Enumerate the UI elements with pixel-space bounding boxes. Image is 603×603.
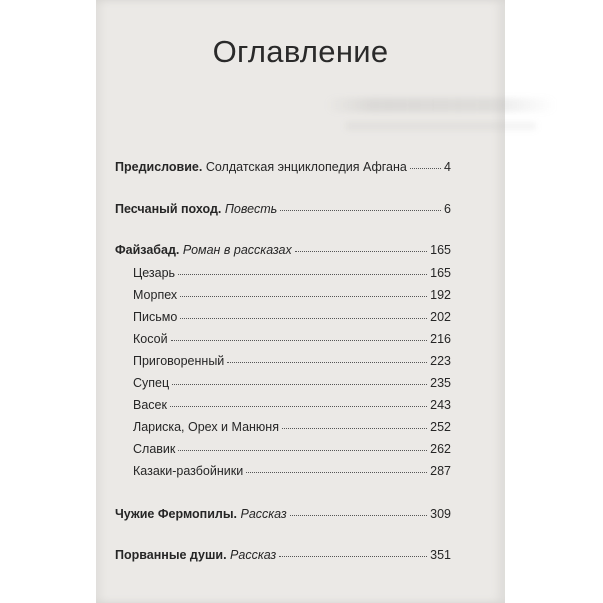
toc-subentry-title: Приговоренный xyxy=(133,354,225,368)
toc-subentry xyxy=(133,396,451,413)
toc-entry-genre: Повесть xyxy=(224,202,278,216)
dot-leader xyxy=(170,394,427,407)
page-number: 4 xyxy=(444,160,451,174)
toc-subentry xyxy=(133,352,451,369)
toc-entry-sand-march xyxy=(115,200,451,217)
toc-subentry xyxy=(133,374,451,391)
page-number: 243 xyxy=(430,398,451,412)
page-number: 165 xyxy=(430,243,451,257)
toc-entry-title: Файзабад. xyxy=(115,243,180,257)
dot-leader xyxy=(410,156,441,169)
dot-leader xyxy=(295,239,427,252)
page-number: 287 xyxy=(430,464,451,478)
page-number: 216 xyxy=(430,332,451,346)
toc-entry-title: Чужие Фермопилы. xyxy=(115,507,237,521)
dot-leader xyxy=(246,460,427,473)
book-page xyxy=(96,0,505,603)
dot-leader xyxy=(171,328,428,341)
toc-entry-genre: Рассказ xyxy=(240,507,287,521)
toc-subentry xyxy=(133,286,451,303)
toc-subentry-title: Васек xyxy=(133,398,167,412)
toc-entry-title: Предисловие. xyxy=(115,160,203,174)
toc-subentry xyxy=(133,462,451,479)
toc-subentry xyxy=(133,418,451,435)
toc-entry-genre: Роман в рассказах xyxy=(182,243,292,257)
dot-leader xyxy=(172,372,427,385)
toc-subentry-title: Цезарь xyxy=(133,266,176,280)
page-number: 262 xyxy=(430,442,451,456)
dot-leader xyxy=(279,544,427,557)
toc-entry-preface xyxy=(115,158,451,175)
page-number: 6 xyxy=(444,202,451,216)
toc-subentry-title: Письмо xyxy=(133,310,178,324)
dot-leader xyxy=(178,438,427,451)
toc-entry-thermopylae xyxy=(115,505,451,522)
page-number: 309 xyxy=(430,507,451,521)
dot-leader xyxy=(180,284,427,297)
toc-entry-title: Порванные души. xyxy=(115,548,227,562)
dot-leader xyxy=(282,416,427,429)
toc-subentry-title: Казаки-разбойники xyxy=(133,464,244,478)
toc-subentry-title: Супец xyxy=(133,376,170,390)
toc-entry-subtitle: Солдатская энциклопедия Афгана xyxy=(205,160,407,174)
dot-leader xyxy=(227,350,427,363)
page-number: 223 xyxy=(430,354,451,368)
page-number: 202 xyxy=(430,310,451,324)
page-title: Оглавление xyxy=(212,34,389,69)
toc-entry-faizabad xyxy=(115,241,451,258)
toc-entry-genre: Рассказ xyxy=(230,548,277,562)
toc-entry-title: Песчаный поход. xyxy=(115,202,222,216)
toc-subentry-title: Косой xyxy=(133,332,168,346)
toc-subentry-title: Славик xyxy=(133,442,176,456)
toc-subentry xyxy=(133,330,451,347)
toc-subentry xyxy=(133,440,451,457)
dot-leader xyxy=(290,503,427,516)
dot-leader xyxy=(180,306,427,319)
page-number: 165 xyxy=(430,266,451,280)
toc-subentry xyxy=(133,308,451,325)
toc-entry-torn-souls xyxy=(115,546,451,563)
page-number: 252 xyxy=(430,420,451,434)
toc-subentry xyxy=(133,264,451,281)
page-number: 351 xyxy=(430,548,451,562)
toc-subentry-title: Морпех xyxy=(133,288,178,302)
page-number: 235 xyxy=(430,376,451,390)
dot-leader xyxy=(280,198,441,211)
table-of-contents xyxy=(96,0,505,603)
page-number: 192 xyxy=(430,288,451,302)
dot-leader xyxy=(178,262,427,275)
toc-subentry-title: Лариска, Орех и Манюня xyxy=(133,420,279,434)
